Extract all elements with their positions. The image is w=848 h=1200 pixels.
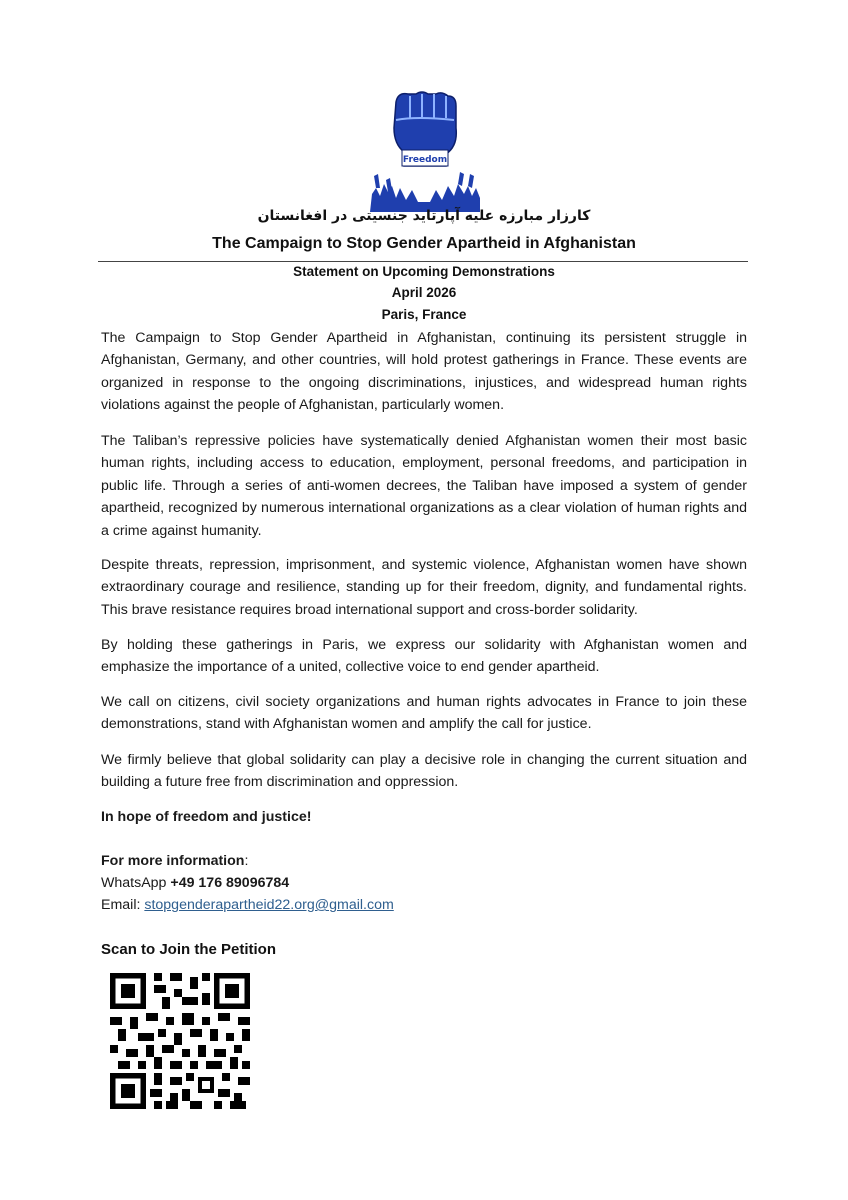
logo-freedom-label: Freedom: [402, 155, 448, 165]
contact-heading-colon: :: [244, 853, 249, 869]
paragraph-belief: We firmly believe that global solidarity can play a decisive role in changing the current situation and building a future free from discrimination and oppression.: [101, 752, 747, 791]
campaign-logo: [366, 88, 482, 212]
contact-heading: [101, 853, 248, 869]
contact-heading-label: For more information: [101, 853, 245, 869]
petition-qr-code[interactable]: [110, 973, 250, 1109]
organization-title: The Campaign to Stop Gender Apartheid in Afghanistan: [212, 235, 636, 252]
petition-label: Scan to Join the Petition: [101, 941, 277, 958]
paragraph-resistance: Despite threats, repression, imprisonment, and systemic violence, Afghanistan women have shown extraordinary courage and resilience, standing up for their freedom, dignity, and fundamental rights. This brave resistance requires broad international support and cross-border solidarity.: [101, 557, 747, 618]
paragraph-call-to-action: We call on citizens, civil society organizations and human rights advocates in France to join these demonstrations, stand with Afghanistan women and amplify the call for justice.: [101, 694, 747, 733]
paragraph-taliban-policies: The Taliban’s repressive policies have systematically denied Afghanistan women their most basic human rights, including access to education, employment, personal freedoms, and participation in public life. Through a series of anti-women decrees, the Taliban have imposed a system of gender apartheid, recognized by numerous international organizations as a clear violation of human rights and a crime against humanity.: [101, 433, 747, 539]
paragraph-solidarity: By holding these gatherings in Paris, we express our solidarity with Afghanistan women and emphasize the importance of a united, collective voice to end gender apartheid.: [101, 637, 747, 676]
email-label: Email:: [101, 897, 145, 913]
statement-title: Statement on Upcoming Demonstrations: [293, 264, 555, 279]
whatsapp-line: [101, 875, 289, 891]
header-divider: [98, 261, 748, 262]
statement-date: April 2026: [391, 285, 457, 300]
farsi-title: کارزار مبارزه علیه آپارتاید جنسیتی در افغانستان: [257, 208, 591, 224]
whatsapp-number: +49 176 89096784: [170, 875, 290, 891]
statement-location: Paris, France: [381, 307, 467, 322]
whatsapp-label: WhatsApp: [101, 875, 171, 891]
paragraph-intro: The Campaign to Stop Gender Apartheid in Afghanistan, continuing its persistent struggle in Afghanistan, Germany, and other countries, will hold protest gatherings in France. These events are organized in response to the ongoing discriminations, injustices, and widespread human rights violations against the people of Afghanistan, particularly women.: [101, 330, 747, 414]
closing-line: In hope of freedom and justice!: [101, 809, 312, 825]
email-line: [101, 897, 394, 913]
email-link[interactable]: stopgenderapartheid22.org@gmail.com: [144, 897, 394, 913]
